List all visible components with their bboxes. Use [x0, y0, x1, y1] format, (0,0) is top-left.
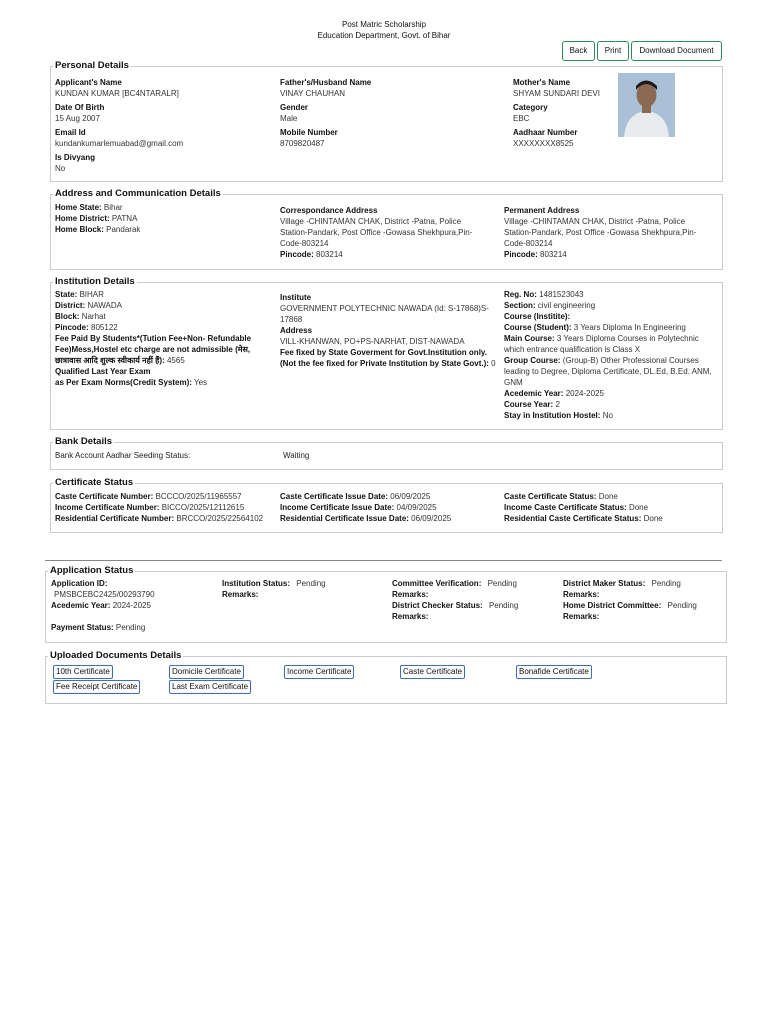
application-col-2 — [222, 578, 387, 600]
fee-fixed-label: Fee fixed by State Goverment for Govt.Institution only. — [280, 348, 487, 357]
caste-cert-no-label: Caste Certificate Number: — [55, 492, 154, 501]
applicant-name: KUNDAN KUMAR [BC4NTARALR] — [55, 89, 179, 98]
app-academic-year-label: Acedemic Year: — [51, 601, 111, 610]
fee-fixed-note-label: (Not the fee fixed for Private Institution by State Govt.): — [280, 359, 489, 368]
inst-pincode-label: Pincode: — [55, 323, 89, 332]
fee-fixed: 0 — [491, 359, 496, 368]
doc-fee-receipt-certificate-link[interactable]: Fee Receipt Certificate — [53, 680, 140, 694]
fee-paid-label: Fee Paid By Students*(Tution Fee+Non- Refundable Fee)Mess,Hostel etc charge are not admissible (मेस, छात्रावास आदि शुल्क स्वीकार्य नहीं हैं): — [55, 334, 252, 365]
applicant-name-label: Applicant's Name — [55, 78, 122, 87]
home-block: Pandarak — [106, 225, 141, 234]
dob-label: Date Of Birth — [55, 103, 105, 112]
caste-status-label: Caste Certificate Status: — [504, 492, 597, 501]
checker-remarks-label: Remarks: — [392, 612, 429, 621]
committee-verification: Pending — [487, 579, 517, 588]
uploaded-documents-legend: Uploaded Documents Details — [50, 650, 182, 661]
res-status-label: Residential Caste Certificate Status: — [504, 514, 642, 523]
doc-bonafide-certificate-link[interactable]: Bonafide Certificate — [516, 665, 592, 679]
inst-address-label: Address — [280, 326, 313, 335]
correspondance-label: Correspondance Address — [280, 206, 378, 215]
application-status-legend: Application Status — [50, 565, 134, 576]
hostel: No — [602, 411, 613, 420]
institution-status: Pending — [296, 579, 326, 588]
committee-remarks-label: Remarks: — [392, 590, 429, 599]
res-cert-no: BRCCO/2025/22564102 — [176, 514, 264, 523]
bank-legend: Bank Details — [55, 436, 113, 447]
personal-col-3 — [513, 77, 613, 152]
inst-state: BIHAR — [79, 290, 104, 299]
address-col-2 — [280, 205, 490, 260]
exam-norms: Yes — [194, 378, 208, 387]
doc-domicile-certificate-link[interactable]: Domicile Certificate — [169, 665, 244, 679]
aadhaar-label: Aadhaar Number — [513, 128, 578, 137]
course-student-label: Course (Student): — [504, 323, 572, 332]
bank-seeding-label: Bank Account Aadhar Seeding Status: — [55, 451, 191, 460]
income-status-label: Income Caste Certificate Status: — [504, 503, 627, 512]
category: EBC — [513, 114, 530, 123]
income-status: Done — [628, 503, 649, 512]
home-district-committee: Pending — [667, 601, 697, 610]
institution-remarks-label: Remarks: — [222, 590, 259, 599]
personal-details-legend: Personal Details — [55, 60, 129, 71]
application-col-3 — [392, 578, 557, 622]
divyang: No — [55, 164, 66, 173]
course-year-label: Course Year: — [504, 400, 554, 409]
home-state: Bihar — [103, 203, 123, 212]
mother-name: SHYAM SUNDARI DEVI — [513, 89, 600, 98]
group-course: (Group-B) Other Professional Courses leading to Degree, Diploma Certificate, DL.Ed, B.Ed. ANM, GNM — [504, 356, 712, 387]
payment-status: Pending — [115, 623, 146, 632]
inst-district-label: District: — [55, 301, 86, 310]
address-col-3 — [504, 205, 714, 260]
bank-seeding-status: Waiting — [283, 451, 310, 460]
res-issue-date: 06/09/2025 — [411, 514, 452, 523]
reg-no-label: Reg. No: — [504, 290, 537, 299]
academic-year-label: Acedemic Year: — [504, 389, 564, 398]
section: civil engineering — [537, 301, 596, 310]
application-col-1 — [51, 578, 216, 633]
perm-pincode: 803214 — [540, 250, 567, 259]
address-legend: Address and Communication Details — [55, 188, 221, 199]
gender-label: Gender — [280, 103, 309, 112]
caste-issue-date: 06/09/2025 — [390, 492, 431, 501]
district-maker-label: District Maker Status: — [563, 579, 646, 588]
father-name: VINAY CHAUHAN — [280, 89, 346, 98]
perm-pincode-label: Pincode: — [504, 250, 538, 259]
course-institute-label: Course (Institite): — [504, 312, 571, 321]
dob: 15 Aug 2007 — [55, 114, 100, 123]
res-issue-date-label: Residential Certificate Issue Date: — [280, 514, 409, 523]
course-student: 3 Years Diploma In Engineering — [573, 323, 686, 332]
certificate-col-2 — [280, 491, 500, 524]
inst-address: VILL-KHANWAN, PO+PS-NARHAT, DIST-NAWADA — [280, 337, 465, 346]
institution-col-1 — [55, 289, 255, 388]
email-label: Email Id — [55, 128, 86, 137]
certificate-col-1 — [55, 491, 275, 524]
main-course-label: Main Course: — [504, 334, 555, 343]
income-cert-no: BICCO/2025/12112615 — [161, 503, 245, 512]
institute-name: GOVERNMENT POLYTECHNIC NAWADA (Id: S-17868)S-17868 — [280, 304, 489, 324]
home-block-label: Home Block: — [55, 225, 104, 234]
income-cert-no-label: Income Certificate Number: — [55, 503, 160, 512]
institute-label: Institute — [280, 293, 312, 302]
main-course: 3 Years Diploma Courses in Polytechnic which entrance qualification is Class X — [504, 334, 699, 354]
home-committee-remarks-label: Remarks: — [563, 612, 600, 621]
category-label: Category — [513, 103, 548, 112]
correspondance-address: Village -CHINTAMAN CHAK, District -Patna, Police Station-Pandark, Post Office -Gowasa Shekhpura,Pin-Code-803214 — [280, 217, 473, 248]
applicant-photo-icon — [618, 73, 675, 137]
home-district: PATNA — [111, 214, 138, 223]
page-title: Post Matric Scholarship — [341, 20, 427, 29]
caste-issue-date-label: Caste Certificate Issue Date: — [280, 492, 389, 501]
home-district-label: Home District: — [55, 214, 110, 223]
inst-block: Narhat — [81, 312, 106, 321]
mobile: 8709820487 — [280, 139, 325, 148]
payment-status-label: Payment Status: — [51, 623, 114, 632]
mobile-label: Mobile Number — [280, 128, 338, 137]
applicant-photo — [618, 73, 675, 137]
application-col-4 — [563, 578, 723, 622]
institution-col-2 — [280, 292, 496, 369]
personal-col-1 — [55, 77, 270, 177]
home-district-committee-label: Home District Committee: — [563, 601, 662, 610]
application-id-label: Application ID: — [51, 579, 108, 588]
reg-no: 1481523043 — [539, 290, 584, 299]
income-issue-date: 04/09/2025 — [396, 503, 437, 512]
permanent-label: Permanent Address — [504, 206, 580, 215]
course-year: 2 — [555, 400, 560, 409]
income-issue-date-label: Income Certificate Issue Date: — [280, 503, 395, 512]
inst-pincode: 805122 — [91, 323, 118, 332]
section-label: Section: — [504, 301, 536, 310]
email: kundankumarlemuabad@gmail.com — [55, 139, 184, 148]
maker-remarks-label: Remarks: — [563, 590, 600, 599]
caste-status: Done — [598, 492, 618, 501]
aadhaar: XXXXXXXX8525 — [513, 139, 574, 148]
gender: Male — [280, 114, 298, 123]
committee-verification-label: Committee Verification: — [392, 579, 482, 588]
page-subtitle: Education Department, Govt. of Bihar — [317, 31, 451, 40]
back-button[interactable]: Back — [562, 41, 595, 61]
certificate-col-3 — [504, 491, 719, 524]
address-col-1 — [55, 202, 270, 235]
inst-district: NAWADA — [87, 301, 122, 310]
app-academic-year: 2024-2025 — [112, 601, 151, 610]
personal-col-2 — [280, 77, 495, 152]
inst-state-label: State: — [55, 290, 78, 299]
corr-pincode-label: Pincode: — [280, 250, 314, 259]
res-cert-no-label: Residential Certificate Number: — [55, 514, 175, 523]
doc-last-exam-certificate-link[interactable]: Last Exam Certificate — [169, 680, 251, 694]
caste-cert-no: BCCCO/2025/11965557 — [155, 492, 242, 501]
res-status: Done — [643, 514, 663, 523]
application-id: PMSBCEBC2425/00293790 — [54, 590, 155, 599]
mother-name-label: Mother's Name — [513, 78, 571, 87]
district-maker: Pending — [651, 579, 681, 588]
qualified-exam-label: Qualified Last Year Exam — [55, 367, 151, 376]
institution-legend: Institution Details — [55, 276, 135, 287]
corr-pincode: 803214 — [316, 250, 343, 259]
home-state-label: Home State: — [55, 203, 102, 212]
exam-norms-label: as Per Exam Norms(Credit System): — [55, 378, 192, 387]
certificate-legend: Certificate Status — [55, 477, 134, 488]
inst-block-label: Block: — [55, 312, 80, 321]
district-checker: Pending — [488, 601, 519, 610]
hostel-label: Stay in Institution Hostel: — [504, 411, 601, 420]
doc-10th-certificate-link[interactable]: 10th Certificate — [53, 665, 113, 679]
print-button[interactable]: Print — [597, 41, 629, 61]
download-document-button[interactable]: Download Document — [631, 41, 722, 61]
fee-paid: 4565 — [166, 356, 185, 365]
academic-year: 2024-2025 — [565, 389, 604, 398]
institution-status-label: Institution Status: — [222, 579, 290, 588]
divyang-label: Is Divyang — [55, 153, 96, 162]
father-name-label: Father's/Husband Name — [280, 78, 372, 87]
uploaded-documents-section — [45, 650, 727, 704]
group-course-label: Group Course: — [504, 356, 561, 365]
permanent-address: Village -CHINTAMAN CHAK, District -Patna, Police Station-Pandark, Post Office -Gowasa Shekhpura,Pin-Code-803214 — [504, 217, 697, 248]
district-checker-label: District Checker Status: — [392, 601, 483, 610]
institution-col-3 — [504, 289, 714, 421]
doc-caste-certificate-link[interactable]: Caste Certificate — [400, 665, 465, 679]
doc-income-certificate-link[interactable]: Income Certificate — [284, 665, 354, 679]
divider — [45, 560, 722, 561]
